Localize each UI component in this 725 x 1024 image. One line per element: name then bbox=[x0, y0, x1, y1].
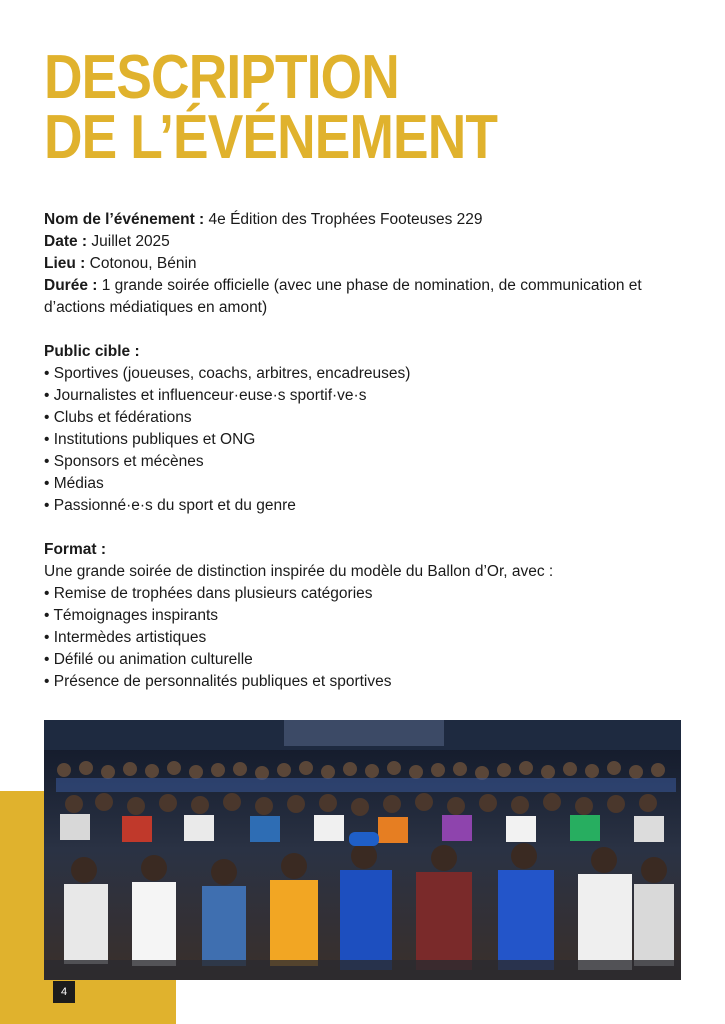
title-line-1: DESCRIPTION bbox=[44, 43, 399, 112]
format-list bbox=[44, 583, 694, 693]
list-item: • Sportives (joueuses, coachs, arbitres, encadreuses) bbox=[44, 363, 694, 385]
page-number: 4 bbox=[53, 981, 75, 1003]
list-item: • Journalistes et influenceur·euse·s sportif·ve·s bbox=[44, 385, 694, 407]
list-item: • Témoignages inspirants bbox=[44, 605, 694, 627]
page-title bbox=[44, 43, 498, 172]
event-audience-photo bbox=[44, 720, 681, 980]
format-heading: Format : bbox=[44, 541, 106, 558]
event-name-row bbox=[44, 209, 694, 231]
list-item: • Passionné·e·s du sport et du genre bbox=[44, 495, 694, 517]
event-date-label: Date : bbox=[44, 233, 88, 250]
list-item: • Institutions publiques et ONG bbox=[44, 429, 694, 451]
audience-illustration bbox=[44, 720, 681, 980]
event-details bbox=[44, 209, 694, 693]
event-name-label: Nom de l’événement : bbox=[44, 211, 205, 228]
format-intro: Une grande soirée de distinction inspirée du modèle du Ballon d’Or, avec : bbox=[44, 563, 554, 580]
audience-heading: Public cible : bbox=[44, 343, 140, 360]
event-date-value: Juillet 2025 bbox=[87, 233, 170, 250]
event-place-value: Cotonou, Bénin bbox=[85, 255, 197, 272]
event-duration-value: 1 grande soirée officielle (avec une phase de nomination, de communication et d’actions médiatiques en amont) bbox=[44, 277, 642, 316]
list-item: • Sponsors et mécènes bbox=[44, 451, 694, 473]
event-duration-row bbox=[44, 275, 694, 319]
event-place-row bbox=[44, 253, 694, 275]
event-duration-label: Durée : bbox=[44, 277, 98, 294]
list-item: • Intermèdes artistiques bbox=[44, 627, 694, 649]
list-item: • Remise de trophées dans plusieurs catégories bbox=[44, 583, 694, 605]
event-name-value: 4e Édition des Trophées Footeuses 229 bbox=[204, 211, 483, 228]
event-place-label: Lieu : bbox=[44, 255, 86, 272]
list-item: • Médias bbox=[44, 473, 694, 495]
event-date-row bbox=[44, 231, 694, 253]
audience-list bbox=[44, 363, 694, 517]
title-line-2: DE L’ÉVÉNEMENT bbox=[44, 103, 498, 172]
list-item: • Clubs et fédérations bbox=[44, 407, 694, 429]
list-item: • Présence de personnalités publiques et sportives bbox=[44, 671, 694, 693]
list-item: • Défilé ou animation culturelle bbox=[44, 649, 694, 671]
